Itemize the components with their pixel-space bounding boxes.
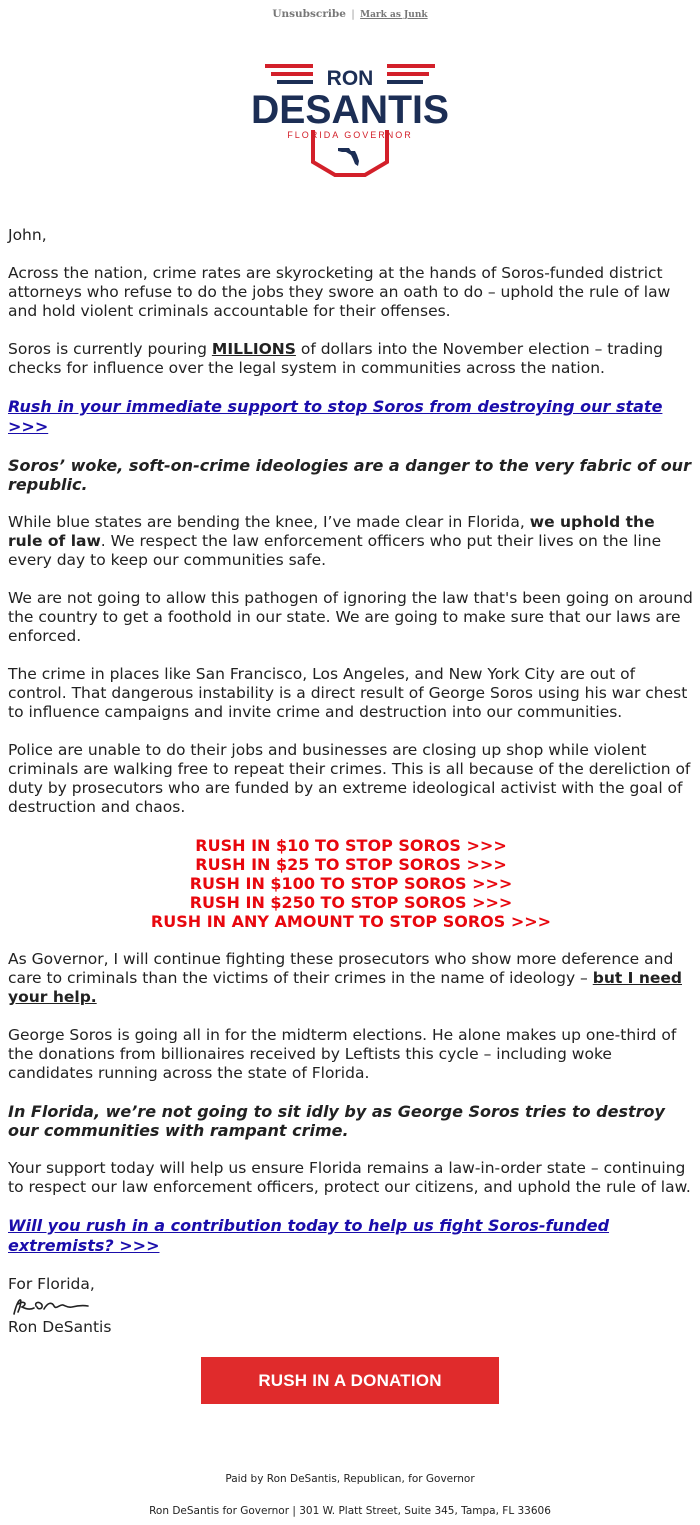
- header-separator: |: [351, 8, 355, 20]
- donation-amount-links: [8, 836, 694, 931]
- logo-name-top: RON: [326, 67, 374, 90]
- paragraph-millions: Soros is currently pouring MILLIONS of dollars into the November election – trading checks for influence over the legal system in communities across the nation.: [8, 340, 664, 377]
- paragraph-rule-of-law: While blue states are bending the knee, I’ve made clear in Florida, we uphold the rule of law. We respect the law enforcement officers who put their lives on the line every day to keep our communities safe.: [8, 513, 662, 569]
- desantis-logo: [247, 52, 453, 178]
- contribution-link[interactable]: Will you rush in a contribution today to help us fight Soros-funded extremists? >>>: [8, 1216, 610, 1255]
- signoff: For Florida,: [8, 1275, 95, 1293]
- email-header-links: [0, 8, 700, 20]
- unsubscribe-link[interactable]: Unsubscribe: [272, 8, 346, 20]
- paragraph-midterms: George Soros is going all in for the midterm elections. He alone makes up one-third of the donations from billionaires received by Leftists this cycle – including woke candidates running across the state of Florida.: [8, 1026, 677, 1082]
- greeting: John,: [8, 226, 47, 244]
- rush-100-link[interactable]: RUSH IN $100 TO STOP SOROS >>>: [189, 874, 513, 893]
- need-help-emphasis: but I need your help.: [8, 969, 682, 1006]
- paragraph-police: Police are unable to do their jobs and businesses are closing up shop while violent criminals are walking free to repeat their crimes. This is all because of the dereliction of duty by prosecutors who are funded by an extreme ideological activist with the goal of destruction and chaos.: [8, 741, 691, 816]
- millions-emphasis: MILLIONS: [211, 340, 296, 358]
- rush-25-link[interactable]: RUSH IN $25 TO STOP SOROS >>>: [195, 855, 507, 874]
- paragraph-governor: As Governor, I will continue fighting these prosecutors who show more deference and care to criminals than the victims of their crimes in the name of ideology – but I need your help.: [8, 950, 682, 1006]
- rush-10-link[interactable]: RUSH IN $10 TO STOP SOROS >>>: [195, 836, 507, 855]
- donation-button-wrapper: [201, 1357, 499, 1404]
- rush-donation-button[interactable]: RUSH IN A DONATION: [201, 1357, 499, 1404]
- paragraph-support: Your support today will help us ensure Florida remains a law-in-order state – continuing to respect our law enforcement officers, protect our citizens, and uphold the rule of law.: [8, 1159, 691, 1196]
- paid-by-disclaimer: Paid by Ron DeSantis, Republican, for Governor: [225, 1473, 475, 1485]
- florida-icon: [338, 148, 359, 166]
- rule-of-law-emphasis: we uphold the rule of law: [8, 513, 655, 550]
- mark-as-junk-link[interactable]: Mark as Junk: [360, 10, 428, 20]
- footer-address: Ron DeSantis for Governor | 301 W. Platt Street, Suite 345, Tampa, FL 33606: [149, 1505, 551, 1517]
- email-body: [8, 226, 694, 1337]
- support-link[interactable]: Rush in your immediate support to stop Soros from destroying our state >>>: [8, 397, 663, 436]
- rush-any-amount-link[interactable]: RUSH IN ANY AMOUNT TO STOP SOROS >>>: [150, 912, 552, 931]
- paragraph-pathogen: We are not going to allow this pathogen of ignoring the law that's been going on around the country to get a foothold in our state. We are going to make sure that our laws are enforced.: [8, 589, 693, 645]
- logo-subtitle: FLORIDA GOVERNOR: [287, 130, 413, 140]
- paragraph-crime-rates: Across the nation, crime rates are skyrocketing at the hands of Soros-funded district attorneys who refuse to do the jobs they swore an oath to do – uphold the rule of law and hold violent criminals accountable for their offenses.: [8, 264, 671, 320]
- paragraph-crime-cities: The crime in places like San Francisco, Los Angeles, and New York City are out of control. That dangerous instability is a direct result of George Soros using his war chest to influence campaigns and invite crime and destruction into our communities.: [8, 665, 688, 721]
- woke-ideologies-heading: Soros’ woke, soft-on-crime ideologies are a danger to the very fabric of our republic.: [8, 456, 691, 494]
- signer-name: Ron DeSantis: [8, 1318, 112, 1336]
- logo-name-main: DESANTIS: [251, 88, 449, 132]
- florida-statement: In Florida, we’re not going to sit idly by as George Soros tries to destroy our communities with rampant crime.: [8, 1102, 665, 1140]
- rush-250-link[interactable]: RUSH IN $250 TO STOP SOROS >>>: [189, 893, 513, 912]
- signature-image: [8, 1296, 104, 1318]
